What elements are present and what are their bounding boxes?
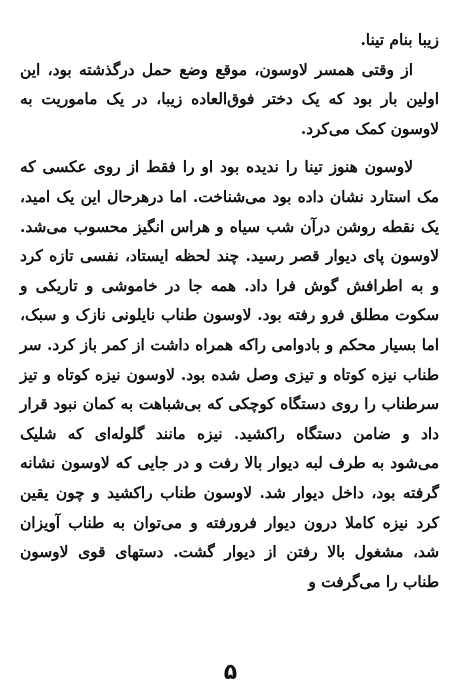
paragraph-lawson-wife: از وقتی همسر لاوسون، موقع وضع حمل درگذشته بود، این اولین بار بود که یک دختر فوق‌العاده زیبا، در یک ماموریت به لاوسون کمک می‌کرد. xyxy=(20,60,439,138)
page-number: ۵ xyxy=(223,660,238,685)
paragraph-continuation: زیبا بنام تینا. xyxy=(360,31,439,49)
paragraph-palace-wall: لاوسون هنوز تینا را ندیده بود او را فقط از روی عکسی که مک استارد نشان داده بود می‌شناخت. اما درهرحال این یک امید، یک نقطه روشن درآن شب سیاه و هراس انگیز محسوب می‌شد. لاوسون پای دیوار قصر رسید. چند لحظه ایستاد، نفسی تازه کرد و به اطرافش گوش فرا داد. همه جا در خاموشی و تاریکی و سکوت مطلق فرو رفته بود. لاوسون طناب نایلونی نازک و سبک، اما بسیار محکم و بادوامی راکه همراه داشت از کمر باز کرد. سر طناب نیزه کوتاه و تیزی وصل شده بود. لاوسون نیزه کوتاه و تیز سرطناب را روی دستگاه کوچکی که بی‌شباهت به کمان نبود قرار داد و ضامن دستگاه راکشید. نیزه مانند گلوله‌ای که شلیک می‌شود به طرف لبه دیوار بالا رفت و در جایی که لاوسون نشانه گرفته بود، داخل دیوار شد. لاوسون طناب راکشید و چون یقین کرد نیزه کاملا درون دیوار فرورفته و می‌توان به طناب آویزان شد، مشغول بالا رفتن از دیوار گشت. دستهای قوی لاوسون طناب را می‌گرفت و xyxy=(20,158,439,591)
body-text xyxy=(20,26,439,597)
